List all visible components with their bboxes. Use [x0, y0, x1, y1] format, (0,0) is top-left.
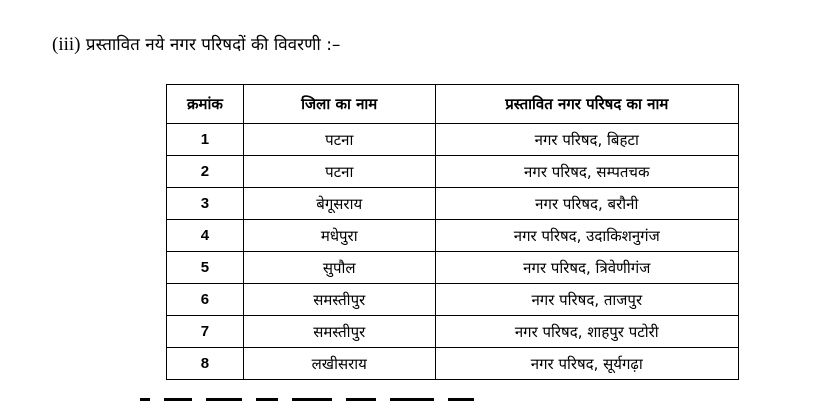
serial-cell: 4	[167, 220, 244, 252]
district-cell: सुपौल	[243, 252, 435, 284]
nagar-parishad-table	[166, 84, 739, 380]
council-cell: नगर परिषद, शाहपुर पटोरी	[435, 316, 738, 348]
district-cell: समस्तीपुर	[243, 284, 435, 316]
column-header-serial: क्रमांक	[167, 85, 244, 124]
council-cell: नगर परिषद, बरौनी	[435, 188, 738, 220]
district-cell: मधेपुरा	[243, 220, 435, 252]
district-cell: पटना	[243, 156, 435, 188]
table-row	[167, 188, 739, 220]
section-title: प्रस्तावित नये नगर परिषदों की विवरणी :–	[85, 35, 341, 55]
district-cell: लखीसराय	[243, 348, 435, 380]
district-cell: समस्तीपुर	[243, 316, 435, 348]
council-cell: नगर परिषद, बिहटा	[435, 124, 738, 156]
council-cell: नगर परिषद, सम्पतचक	[435, 156, 738, 188]
column-header-district: जिला का नाम	[243, 85, 435, 124]
table-header-row	[167, 85, 739, 124]
section-heading	[52, 32, 340, 56]
table-row	[167, 252, 739, 284]
council-cell: नगर परिषद, उदाकिशनुगंज	[435, 220, 738, 252]
council-cell: नगर परिषद, त्रिवेणीगंज	[435, 252, 738, 284]
table-row	[167, 284, 739, 316]
serial-cell: 8	[167, 348, 244, 380]
serial-cell: 5	[167, 252, 244, 284]
district-cell: पटना	[243, 124, 435, 156]
district-cell: बेगूसराय	[243, 188, 435, 220]
serial-cell: 7	[167, 316, 244, 348]
serial-cell: 1	[167, 124, 244, 156]
table-row	[167, 348, 739, 380]
serial-cell: 2	[167, 156, 244, 188]
cut-off-text-line	[140, 398, 500, 412]
table-row	[167, 316, 739, 348]
table-row	[167, 220, 739, 252]
column-header-council: प्रस्तावित नगर परिषद का नाम	[435, 85, 738, 124]
serial-cell: 3	[167, 188, 244, 220]
section-number: (iii)	[52, 34, 81, 55]
serial-cell: 6	[167, 284, 244, 316]
table-row	[167, 124, 739, 156]
council-cell: नगर परिषद, सूर्यगढ़ा	[435, 348, 738, 380]
council-cell: नगर परिषद, ताजपुर	[435, 284, 738, 316]
table-row	[167, 156, 739, 188]
